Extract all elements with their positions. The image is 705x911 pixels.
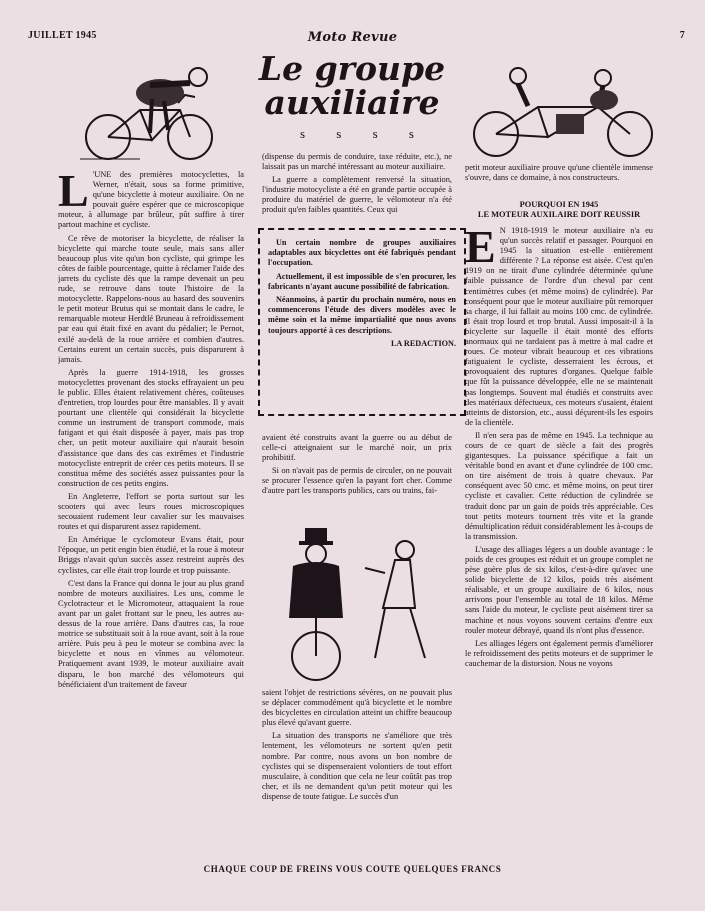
subheading-line-1: POURQUOI EN 1945 bbox=[519, 200, 599, 209]
col2-text-b2: Si on n'avait pas de permis de circuler, on ne pouvait se procurer l'essence qu'en la payant fort cher. Comme d'autre part les transports publics, cars ou trains, fai- bbox=[262, 466, 452, 496]
col1-paragraph-4: En Angleterre, l'effort se porta surtout sur les scooters qui avec leurs roues microscopiques secouaient rudement leur cavalier sur les mauvaises routes et qui disparurent assez rapidement. bbox=[58, 491, 244, 532]
col3-paragraph-1: N 1918-1919 le moteur auxiliaire n'a eu qu'un succès relatif et passager. Pourquoi en 1945 la situation est-elle entièrement différente ? La réponse est aisée. C'est qu'en 1919 on ne tirait d'une cylindrée déterminée qu'une faible puissance de l'ordre d'un cheval par cent centimètres cubes (et même moins) de cylindrée). Par conséquent pour que le moteur auxiliaire pût remorquer sa charge, il lui fallait au moins 100 cmc. de cylindrée. Il était trop lourd et trop brutal. Aussi imposait-il à la bicyclette sur laquelle il était monté des efforts anormaux qui ne tardaient pas à mettre à mal cadre et roues. Ce moteur vibrait beaucoup et ces vibrations fatiguaient le cycliste, desserraient les écrous, et provoquaient des ruptures d'organes. Quelque faible que fût la puissance développée, elle ne se maintenait pas longtemps. Souvent mal étudiés et construits avec des matériaux défectueux, ces moteurs s'usaient, étaient atteints de distorsion, etc., aussi déçurent-ils les espoirs de la clientèle. bbox=[465, 226, 653, 427]
box-paragraph-1: Un certain nombre de groupes auxiliaires adaptables aux bicyclettes ont été fabriqués pendant l'occupation. bbox=[268, 238, 456, 268]
col1-paragraph-5: En Amérique le cyclomoteur Evans était, pour l'époque, un petit engin bien étudié, et la roue à moteur Briggs n'avait qu'un succès assez restreint auprès des cyclistes, car elle était trop lourde et trop puissante. bbox=[58, 535, 244, 575]
dropcap-l: L bbox=[58, 170, 89, 216]
footer-slogan: CHAQUE COUP DE FREINS VOUS COUTE QUELQUES FRANCS bbox=[203, 864, 502, 874]
box-paragraph-3: Néanmoins, à partir du prochain numéro, nous en commencerons l'étude des divers modèles avec le même soin et la même impartialité que nous avons toujours apporté à ces descriptions. bbox=[268, 295, 456, 335]
col3-text-a: petit moteur auxiliaire prouve qu'une clientèle immense s'ouvre, dans ce domaine, à nos constructeurs. bbox=[465, 163, 653, 183]
col3-paragraph-4: Les alliages légers ont également permis d'améliorer le refroidissement des petits moteurs et de supprimer le cauchemar de la distorsion. Nous ne voyons bbox=[465, 638, 653, 668]
tandem-illustration bbox=[468, 62, 658, 162]
column-3 bbox=[465, 226, 653, 843]
title-line-2: auxiliaire bbox=[264, 83, 440, 122]
column-1 bbox=[58, 170, 244, 842]
column-3-top bbox=[465, 163, 653, 191]
col2-text-c: saient l'objet de restrictions sévères, on ne pouvait plus se déplacer commodément qu'à bicyclette et le nombre des bicyclettes en circulation atteint un chiffre beaucoup plus élevé qu'avant guerre. bbox=[262, 688, 452, 728]
magazine-logo: Moto Revue bbox=[307, 30, 398, 45]
editorial-notice-box bbox=[258, 228, 466, 416]
policeman-cyclist-illustration bbox=[265, 528, 455, 686]
col1-paragraph-6: C'est dans la France qui donna le jour au plus grand nombre de moteurs auxiliaires. Les uns, comme le Cyclotracteur et le Micromoteur, attaquaient la roue avant par un galet frottant sur le pneu, les autres au-dessus de la roue arrière. Dans d'autres cas, la roue motrice se substituait soit à la roue avant, soit à la roue arrière. Puis peu à peu le moteur se combina avec la bicyclette et nous en vînmes au vélomoteur. Pratiquement avant 1939, le moteur auxiliaire avait disparu, le bon marché des vélomoteurs qui bénéficiaient d'un traitement de faveur bbox=[58, 578, 244, 689]
col1-paragraph-3: Après la guerre 1914-1918, les grosses motocyclettes provenant des stocks effrayaient un peu le public. Elles étaient relativement chères, coûteuses d'entretien, trop lourdes pour être maniables. Il y avait pourtant une clientèle qui considérait la bicyclette comme un instrument de transport commode, mais fatigant et qui était disposée à payer, mais pas trop cher, un petit moteur auxiliaire qui n'aurait besoin d'assistance que dans des cas extrêmes et l'industrie motocycliste entreprit de créer ces petits moteurs. Il se constitua même des sociétés assez puissantes pour la construction de ces petits engins. bbox=[58, 367, 244, 488]
title-line-1: Le groupe bbox=[258, 49, 446, 88]
box-signature: LA REDACTION. bbox=[390, 338, 456, 348]
issue-date: JUILLET 1945 bbox=[28, 30, 97, 41]
dropcap-e: E bbox=[465, 226, 496, 272]
subheading-line-2: LE MOTEUR AUXILAIRE DOIT REUSSIR bbox=[477, 210, 641, 219]
col1-paragraph-2: Ce rêve de motoriser la bicyclette, de réaliser la bicyclette qui marche toute seule, mais sans aller beaucoup plus vite qu'un bon cycliste, qui grimpe les côtes de faible pourcentage, quitte à réclamer l'aide des jarrets du cycliste dès que la rampe devenait un peu rude, se retrouve dans toute l'histoire de la motocyclette. Rappelons-nous au hasard des souvenirs le petit moteur Brutus qui se montait dans le cadre, le remarquable moteur Herdtlé Bruneau à refroidissement par eau qui était fixé en avant du pédalier; le Pernot, exilé au-delà de la roue arrière et combien d'autres. Certains eurent un certain succès, puis disparurent à jamais. bbox=[58, 233, 244, 364]
article-title bbox=[232, 49, 472, 122]
col3-paragraph-2: Il n'en sera pas de même en 1945. La technique au cours de ce quart de siècle a fait des progrès gigantesques. La puissance spécifique a fait un véritable bond en avant et d'une cylindrée de 100 cmc. on tire aisément de trois à quatre chevaux. Par conséquent avec 50 cmc. et même moins, on peut tirer cycliste et cavalier. Cette réduction de cylindrée se traduit donc par un gain de poids très appréciable. Ces tout petits moteurs tournent très vite et la grande démultiplication réduit considérablement les à-coups de la transmission. bbox=[465, 430, 653, 541]
col3-paragraph-3: L'usage des alliages légers a un double avantage : le poids de ces groupes est réduit et un groupe complet ne pèse guère plus de six kilos, c'est-à-dire qu'avec une solide bicyclette de 12 kilos, poids très aisément réalisable, et un groupe auxiliaire de 6 kilos, nous arrivons pour l'ensemble au total de 18 kilos. Même sans l'aide du moteur, le cycliste peut aisément tirer sa machine et nous voyons souvent certains d'entre eux rouler moteur débrayé, quand ils n'ont plus d'essence. bbox=[465, 544, 653, 635]
col2-text-b: avaient été construits avant la guerre ou au début de celle-ci atteignaient sur le marché noir, un prix prohibitif. bbox=[262, 433, 452, 463]
title-ornament: s s s s bbox=[300, 126, 428, 141]
box-paragraph-2: Actuellement, il est impossible de s'en procurer, les fabricants n'ayant aucune possibilité de fabrication. bbox=[268, 271, 456, 291]
cyclist-illustration bbox=[80, 55, 225, 165]
col1-paragraph-1: 'UNE des premières motocyclettes, la Werner, n'était, sous sa forme primitive, qu'une bicyclette à moteur auxiliaire. On ne pouvait guère espérer que ce microscopique moteur, à allumage par brûleur, pût suffire à tirer partout machine et cycliste. bbox=[58, 170, 244, 230]
col2-text-a2: La guerre a complètement renversé la situation, l'industrie motocycliste a été en grande partie occupée à produire du matériel de guerre, le vélomoteur n'a été produit qu'en faibles quantités. Ceux qui bbox=[262, 175, 452, 215]
col2-text-a: (dispense du permis de conduire, taxe réduite, etc.), ne laissait pas un marché intéressant au moteur auxiliaire. bbox=[262, 152, 452, 172]
col2-text-c2: La situation des transports ne s'améliore que très lentement, les vélomoteurs ne sortent qu'en petit nombre. Par contre, nous avons un bon nombre de cyclistes qui se dispenseraient volontiers de tout effort musculaire, à condition que cela ne leur coûtât pas trop cher, et ils ne demandent qu'un petit moteur qui les dispense de toute fatigue. Le succès d'un bbox=[262, 731, 452, 801]
section-subheading bbox=[465, 200, 653, 220]
page-number: 7 bbox=[679, 30, 685, 41]
column-2-middle bbox=[262, 433, 452, 533]
column-2-top bbox=[262, 152, 452, 226]
column-2-bottom bbox=[262, 688, 452, 843]
